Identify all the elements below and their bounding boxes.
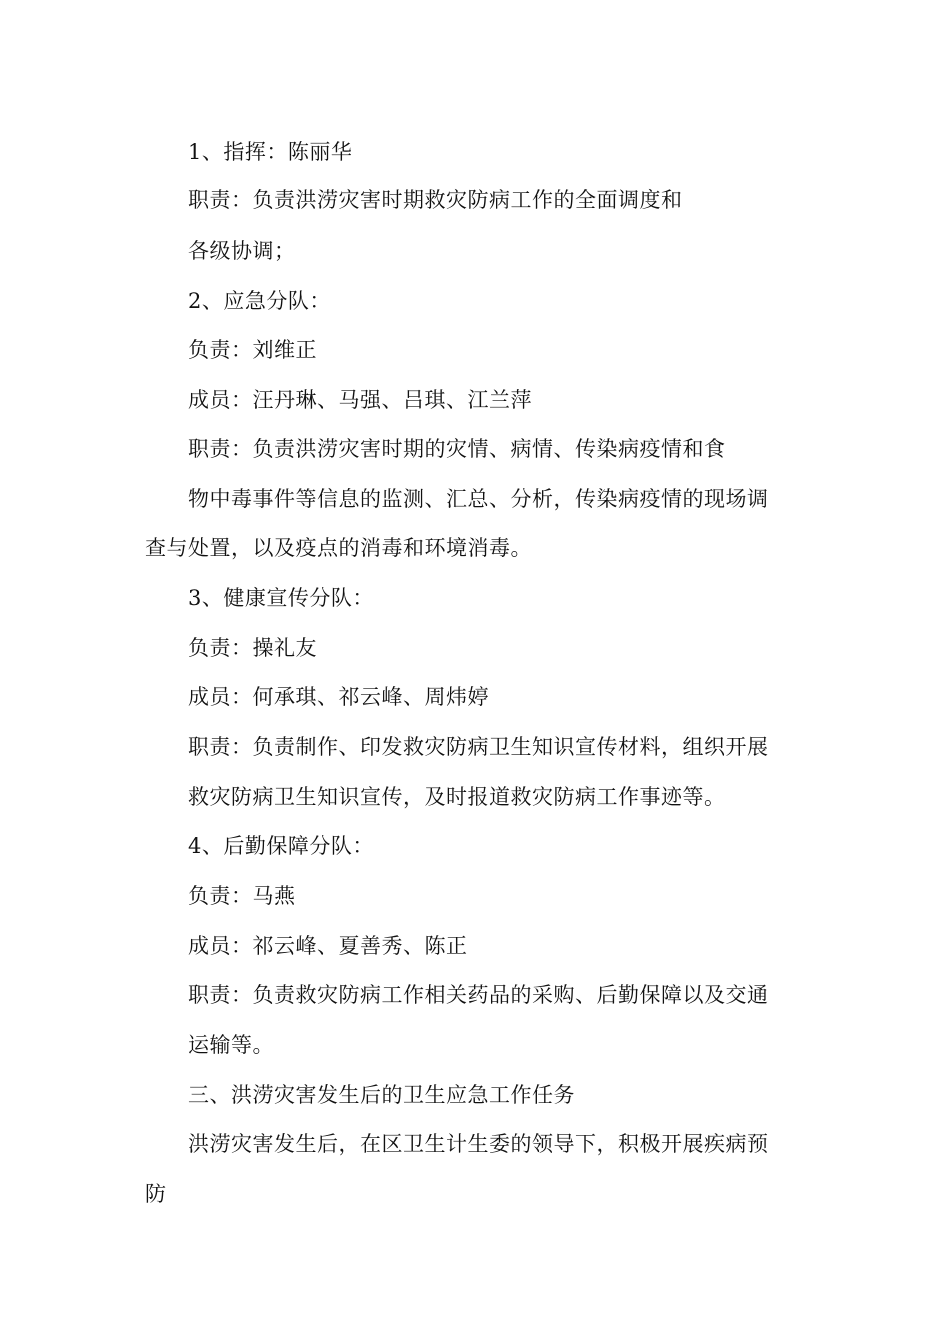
health-promo-team-duty-line-cont: 救灾防病卫生知识宣传，及时报道救灾防病工作事迹等。 bbox=[188, 785, 726, 809]
commander-duty-line: 职责：负责洪涝灾害时期救灾防病工作的全面调度和 bbox=[188, 188, 683, 212]
logistics-team-duty-line: 职责：负责救灾防病工作相关药品的采购、后勤保障以及交通 bbox=[188, 983, 769, 1007]
commander-line: 1、指挥：陈丽华 bbox=[188, 140, 353, 164]
section-three-paragraph-line-end: 防 bbox=[145, 1182, 167, 1206]
commander-duty-line-cont: 各级协调； bbox=[188, 239, 296, 263]
emergency-team-duty-line-cont: 物中毒事件等信息的监测、汇总、分析，传染病疫情的现场调 bbox=[188, 487, 769, 511]
health-promo-team-duty-line: 职责：负责制作、印发救灾防病卫生知识宣传材料，组织开展 bbox=[188, 735, 769, 759]
emergency-team-members: 成员：汪丹琳、马强、吕琪、江兰萍 bbox=[188, 388, 532, 412]
emergency-team-heading: 2、应急分队： bbox=[188, 289, 331, 313]
section-three-paragraph-line: 洪涝灾害发生后，在区卫生计生委的领导下，积极开展疾病预 bbox=[188, 1132, 769, 1156]
logistics-team-members: 成员：祁云峰、夏善秀、陈正 bbox=[188, 934, 468, 958]
emergency-team-lead: 负责：刘维正 bbox=[188, 338, 317, 362]
logistics-team-lead: 负责：马燕 bbox=[188, 884, 296, 908]
health-promo-team-lead: 负责：操礼友 bbox=[188, 636, 317, 660]
emergency-team-duty-line-end: 查与处置，以及疫点的消毒和环境消毒。 bbox=[145, 536, 532, 560]
section-three-heading: 三、洪涝灾害发生后的卫生应急工作任务 bbox=[188, 1083, 575, 1107]
logistics-team-duty-line-cont: 运输等。 bbox=[188, 1033, 274, 1057]
logistics-team-heading: 4、后勤保障分队： bbox=[188, 834, 374, 858]
emergency-team-duty-line: 职责：负责洪涝灾害时期的灾情、病情、传染病疫情和食 bbox=[188, 437, 726, 461]
health-promo-team-members: 成员：何承琪、祁云峰、周炜婷 bbox=[188, 685, 489, 709]
health-promo-team-heading: 3、健康宣传分队： bbox=[188, 586, 374, 610]
